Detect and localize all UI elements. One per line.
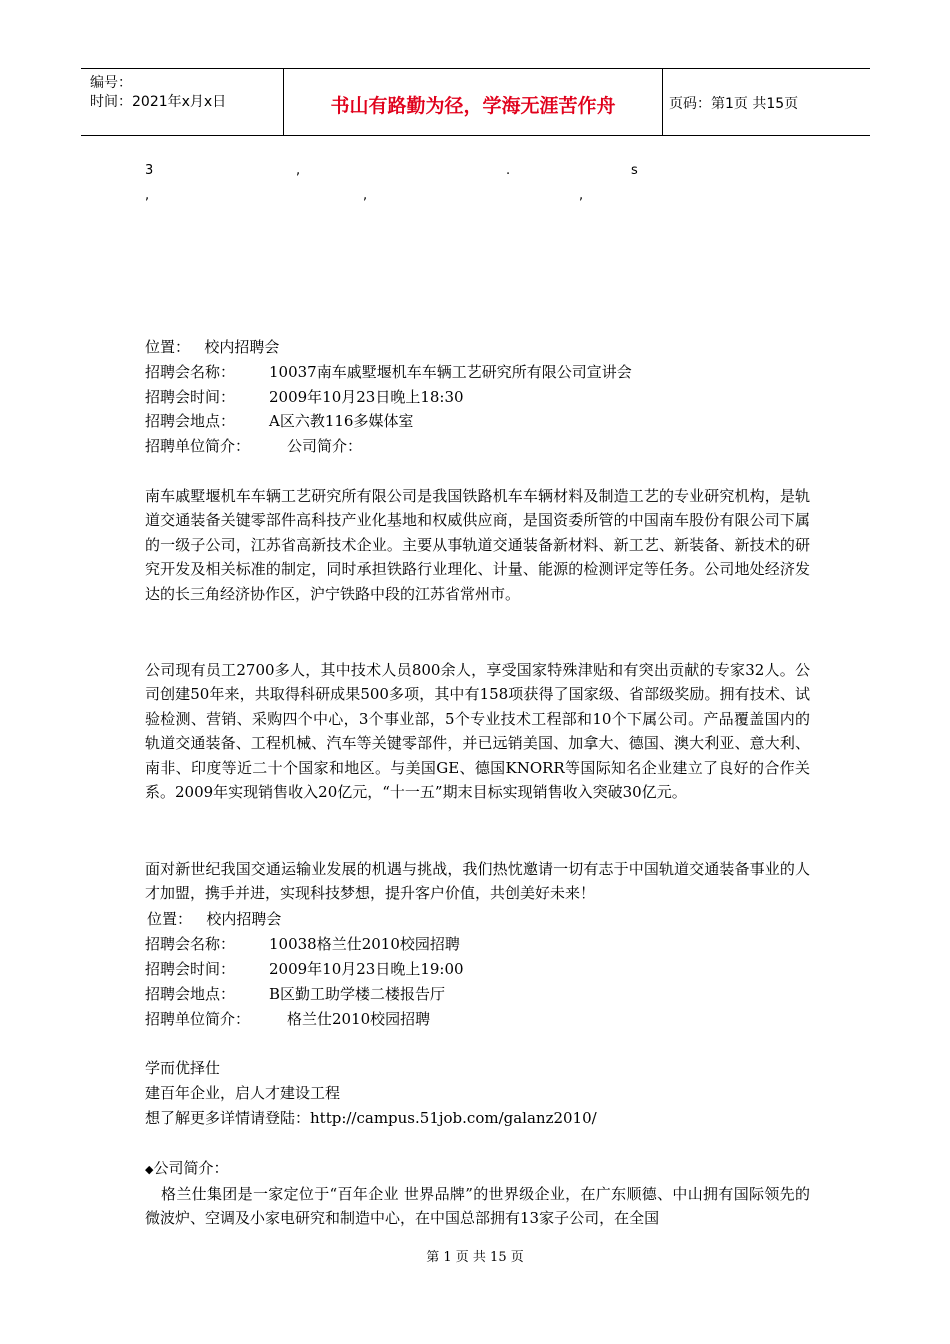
header-motto-cell xyxy=(284,69,663,135)
place-value: A区六教116多媒体室 xyxy=(269,412,414,430)
fair1-time xyxy=(145,386,464,407)
header-page-info: 页码：第1页 共15页 xyxy=(669,96,799,112)
number-label: 编号： xyxy=(90,75,132,91)
fair2-time xyxy=(145,958,464,979)
fair2-slogan-1: 学而优择仕 xyxy=(145,1059,221,1077)
diamond-bullet-icon: ◆ xyxy=(145,1163,154,1176)
time-value: 2009年10月23日晚上19:00 xyxy=(269,960,464,978)
stray-char: , xyxy=(579,188,584,203)
fair2-more-info: 想了解更多详情请登陆：http://campus.51job.com/galanz2010/ xyxy=(145,1109,597,1127)
intro-value: 公司简介： xyxy=(287,437,363,455)
stray-char: . xyxy=(506,163,511,178)
stray-char: , xyxy=(296,163,301,178)
stray-char: 3 xyxy=(145,163,154,178)
place-value: B区勤工助学楼二楼报告厅 xyxy=(269,985,446,1003)
intro-label: 招聘单位简介： xyxy=(145,437,251,455)
name-label: 招聘会名称： xyxy=(145,935,236,953)
fair1-intro xyxy=(145,435,362,456)
fair1-paragraph-2: 公司现有员工2700多人，其中技术人员800余人，享受国家特殊津贴和有突出贡献的专家32人。公司创建50年来，共取得科研成果500多项，其中有158项获得了国家级、省部级奖励。拥有技术、试验检测、营销、采购四个中心，3个事业部，5个专业技术工程部和10个下属公司。产品覆盖国内的轨道交通装备、工程机械、汽车等关键零部件，并已远销美国、加拿大、德国、澳大利亚、意大利、南非、印度等近二十个国家和地区。与美国GE、德国KNORR等国际知名企业建立了良好的合作关系。2009年实现销售收入20亿元，“十一五”期末目标实现销售收入突破30亿元。 xyxy=(145,661,810,802)
time-value: 2009年10月23日晚上18:30 xyxy=(269,388,464,406)
page-footer: 第 1 页 共 15 页 xyxy=(426,1250,524,1265)
location-value: 校内招聘会 xyxy=(204,338,280,356)
fair1-paragraph-1: 南车戚墅堰机车车辆工艺研究所有限公司是我国铁路机车车辆材料及制造工艺的专业研究机构，是轨道交通装备关键零部件高科技产业化基地和权威供应商，是国资委所管的中国南车股份有限公司下属的一级子公司，江苏省高新技术企业。主要从事轨道交通装备新材料、新工艺、新装备、新技术的研究开发及相关标准的制定，同时承担铁路行业理化、计量、能源的检测评定等任务。公司地处经济发达的长三角经济协作区，沪宁铁路中段的江苏省常州市。 xyxy=(145,487,810,603)
fair2-intro-paragraph: 格兰仕集团是一家定位于“百年企业 世界品牌”的世界级企业，在广东顺德、中山拥有国际领先的微波炉、空调及小家电研究和制造中心，在中国总部拥有13家子公司，在全国 xyxy=(145,1185,810,1228)
fair2-location xyxy=(147,908,281,929)
stray-char: , xyxy=(363,188,368,203)
time-label: 招聘会时间： xyxy=(145,388,236,406)
header-meta-cell xyxy=(81,69,284,135)
name-value: 10037南车戚墅堰机车车辆工艺研究所有限公司宣讲会 xyxy=(269,363,632,381)
place-label: 招聘会地点： xyxy=(145,985,236,1003)
fair1-place xyxy=(145,410,413,431)
fair1-location xyxy=(145,336,279,357)
time-label: 招聘会时间： xyxy=(145,960,236,978)
header-motto: 书山有路勤为径，学海无涯苦作舟 xyxy=(330,95,616,117)
fair2-name xyxy=(145,933,460,954)
stray-char: s xyxy=(631,163,638,178)
fair1-paragraph-3: 面对新世纪我国交通运输业发展的机遇与挑战，我们热忱邀请一切有志于中国轨道交通装备事业的人才加盟，携手并进，实现科技梦想，提升客户价值，共创美好未来！ xyxy=(145,860,810,903)
stray-char: , xyxy=(145,188,150,203)
intro-value: 格兰仕2010校园招聘 xyxy=(287,1010,431,1028)
fair1-name xyxy=(145,361,632,382)
place-label: 招聘会地点： xyxy=(145,412,236,430)
location-label: 位置： xyxy=(145,338,191,356)
intro-label: 招聘单位简介： xyxy=(145,1010,251,1028)
fair2-slogan-2: 建百年企业，启人才建设工程 xyxy=(145,1084,341,1102)
fair2-place xyxy=(145,983,445,1004)
location-value: 校内招聘会 xyxy=(206,910,282,928)
fair2-company-intro-heading xyxy=(145,1157,228,1178)
name-value: 10038格兰仕2010校园招聘 xyxy=(269,935,460,953)
location-label: 位置： xyxy=(147,910,193,928)
document-header xyxy=(81,68,870,136)
fair2-intro xyxy=(145,1008,430,1029)
company-intro-label: 公司简介： xyxy=(153,1159,229,1177)
name-label: 招聘会名称： xyxy=(145,363,236,381)
header-page-cell xyxy=(663,69,870,135)
time-label: 时间：2021年x月x日 xyxy=(90,94,227,110)
